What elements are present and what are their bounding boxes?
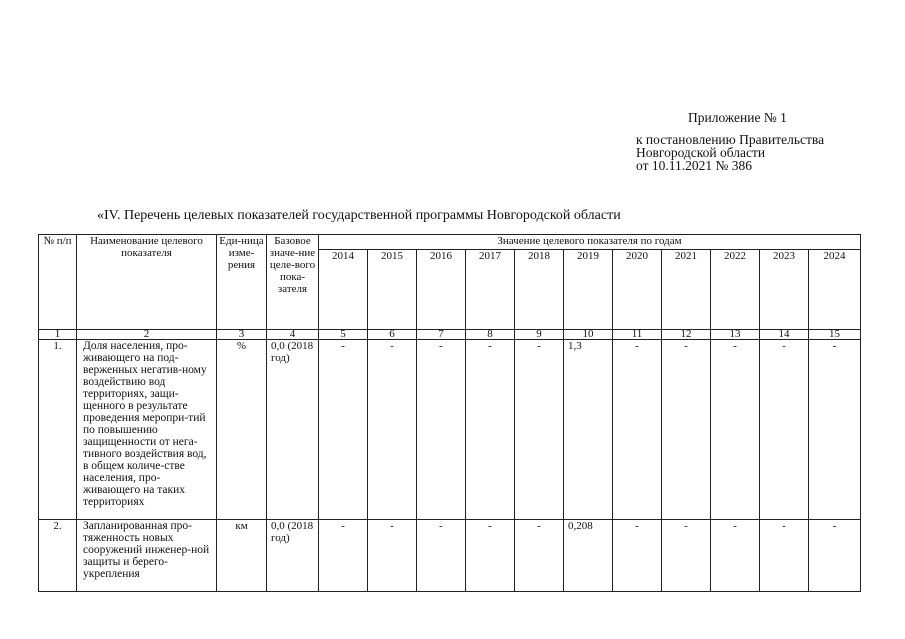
col-number: 12: [662, 330, 711, 340]
row-value: -: [319, 340, 368, 520]
row-value: -: [319, 520, 368, 592]
col-number: 3: [217, 330, 267, 340]
row-base: 0,0 (2018 год): [267, 520, 319, 592]
appendix-title: Приложение № 1: [688, 110, 787, 125]
row-value: -: [711, 520, 760, 592]
col-number: 6: [368, 330, 417, 340]
header-num: № п/п: [39, 235, 77, 330]
row-value: -: [711, 340, 760, 520]
col-number: 7: [417, 330, 466, 340]
row-name: Доля населения, про-живающего на под-верженных негатив-ному воздействию вод территориях, защи-щенного в результате проведения меропри-тий по повышению защищенности от нега-тивного воздействия вод, в общем количе-стве населения, про-живающего на таких территориях: [77, 340, 217, 520]
row-value: -: [417, 340, 466, 520]
col-number: 13: [711, 330, 760, 340]
indicators-table: [38, 234, 861, 592]
table-title: «IV. Перечень целевых показателей государственной программы Новгородской области: [97, 208, 621, 223]
row-value: -: [368, 340, 417, 520]
row-num: 2.: [39, 520, 77, 592]
row-base: 0,0 (2018 год): [267, 340, 319, 520]
appendix-note: [636, 111, 896, 172]
row-unit: %: [217, 340, 267, 520]
row-unit: км: [217, 520, 267, 592]
header-values-by-year: Значение целевого показателя по годам: [319, 235, 861, 250]
header-year: 2023: [760, 250, 809, 330]
header-year: 2019: [564, 250, 613, 330]
header-year: 2014: [319, 250, 368, 330]
row-value: 1,3: [564, 340, 613, 520]
col-number: 14: [760, 330, 809, 340]
header-base: Базовое значе-ние целе-вого пока-зателя: [267, 235, 319, 330]
col-number: 1: [39, 330, 77, 340]
header-year: 2018: [515, 250, 564, 330]
col-number: 2: [77, 330, 217, 340]
appendix-line-2: Новгородской области: [636, 145, 766, 160]
table-row: [39, 520, 861, 592]
header-year: 2022: [711, 250, 760, 330]
col-number: 9: [515, 330, 564, 340]
row-value: -: [760, 520, 809, 592]
row-num: 1.: [39, 340, 77, 520]
header-year: 2017: [466, 250, 515, 330]
row-value: -: [809, 340, 861, 520]
row-value: -: [809, 520, 861, 592]
row-value: -: [515, 340, 564, 520]
row-value: -: [662, 340, 711, 520]
row-value: -: [760, 340, 809, 520]
header-year: 2024: [809, 250, 861, 330]
col-number: 11: [613, 330, 662, 340]
header-unit: Еди-ница изме-рения: [217, 235, 267, 330]
row-value: -: [515, 520, 564, 592]
col-number: 10: [564, 330, 613, 340]
appendix-line-3: от 10.11.2021 № 386: [636, 158, 752, 173]
header-year: 2020: [613, 250, 662, 330]
col-number: 15: [809, 330, 861, 340]
col-number: 8: [466, 330, 515, 340]
appendix-line-1: к постановлению Правительства: [636, 132, 825, 147]
table-row: [39, 340, 861, 520]
row-value: -: [466, 520, 515, 592]
col-number: 4: [267, 330, 319, 340]
row-value: -: [466, 340, 515, 520]
row-value: -: [613, 340, 662, 520]
header-year: 2015: [368, 250, 417, 330]
row-name: Запланированная про-тяженность новых сооружений инженер-ной защиты и берего-укрепления: [77, 520, 217, 592]
header-name: Наименование целевого показателя: [77, 235, 217, 330]
row-value: -: [662, 520, 711, 592]
col-number: 5: [319, 330, 368, 340]
header-year: 2016: [417, 250, 466, 330]
header-year: 2021: [662, 250, 711, 330]
row-value: -: [368, 520, 417, 592]
row-value: -: [417, 520, 466, 592]
row-value: -: [613, 520, 662, 592]
row-value: 0,208: [564, 520, 613, 592]
